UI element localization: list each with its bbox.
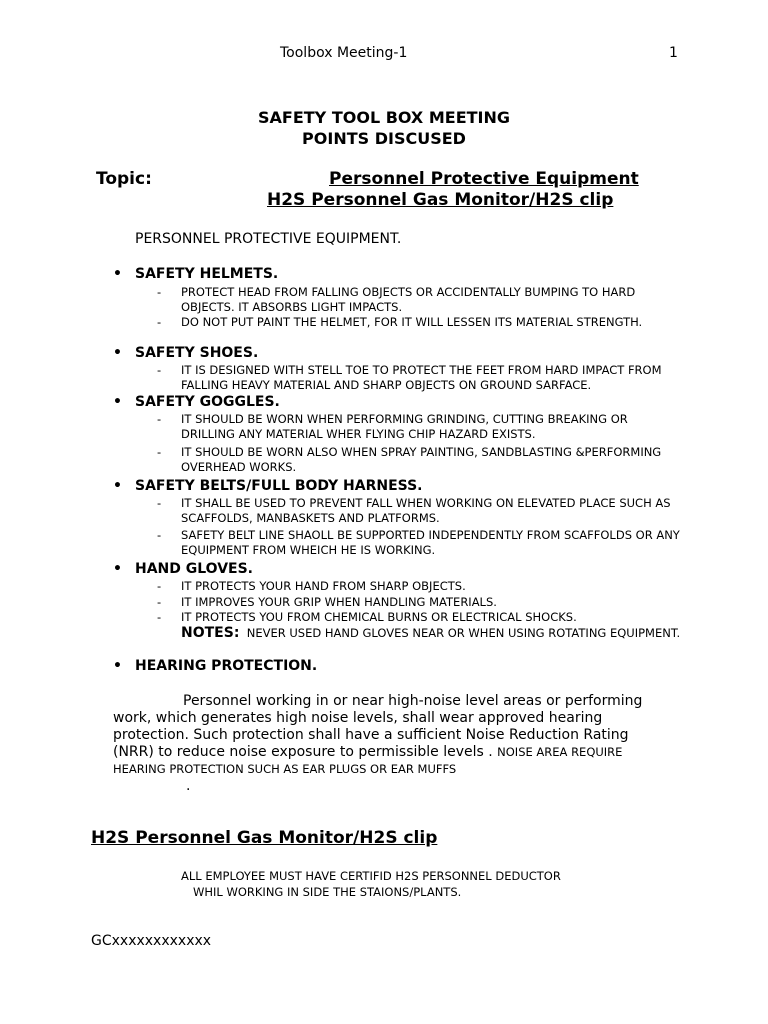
dash-icon: -: [157, 412, 162, 426]
item-heading: SAFETY GOGGLES.: [135, 394, 280, 410]
notes-label: NOTES:: [181, 625, 240, 641]
page-header-title: Toolbox Meeting-1: [280, 45, 408, 61]
sub-point-text: SAFETY BELT LINE SHAOLL BE SUPPORTED INDEPENDENTLY FROM SCAFFOLDS OR ANY EQUIPMENT FROM WHEICH HE IS WORKING.: [181, 528, 680, 557]
bullet-icon: •: [113, 345, 122, 361]
bullet-icon: •: [113, 394, 122, 410]
bullet-icon: •: [113, 266, 122, 282]
dash-icon: -: [157, 285, 162, 299]
sub-point-text: IT PROTECTS YOU FROM CHEMICAL BURNS OR ELECTRICAL SHOCKS.: [181, 610, 577, 624]
section-title: PERSONNEL PROTECTIVE EQUIPMENT.: [135, 231, 402, 247]
sub-point-text: DO NOT PUT PAINT THE HELMET, FOR IT WILL LESSEN ITS MATERIAL STRENGTH.: [181, 315, 643, 329]
hearing-paragraph: [113, 693, 668, 778]
dash-icon: -: [157, 610, 162, 624]
document-title: SAFETY TOOL BOX MEETING: [257, 108, 511, 127]
bullet-icon: •: [113, 478, 122, 494]
sub-point-text: IT IS DESIGNED WITH STELL TOE TO PROTECT THE FEET FROM HARD IMPACT FROM FALLING HEAVY MATERIAL AND SHARP OBJECTS ON GROUND SARFACE.: [181, 363, 662, 392]
dash-icon: -: [157, 496, 162, 510]
item-heading: SAFETY BELTS/FULL BODY HARNESS.: [135, 478, 423, 494]
h2s-line-2: WHIL WORKING IN SIDE THE STAIONS/PLANTS.: [193, 885, 462, 899]
item-heading: SAFETY SHOES.: [135, 345, 259, 361]
topic-line-2: H2S Personnel Gas Monitor/H2S clip: [267, 190, 614, 210]
bullet-icon: •: [113, 658, 122, 674]
h2s-line-1: ALL EMPLOYEE MUST HAVE CERTIFID H2S PERSONNEL DEDUCTOR: [181, 869, 561, 883]
item-heading: HEARING PROTECTION.: [135, 658, 318, 674]
hearing-paragraph-main: Personnel working in or near high-noise level areas or performing work, which generates high noise levels, shall wear approved hearing protection. Such protection shall have a sufficient Noise Reduction Rating (NRR) to reduce noise exposure to permissible levels .: [113, 693, 643, 760]
dash-icon: -: [157, 363, 162, 377]
notes: [181, 626, 681, 641]
h2s-heading: H2S Personnel Gas Monitor/H2S clip: [91, 828, 438, 848]
hearing-paragraph-tail: NOISE AREA REQUIRE HEARING PROTECTION SUCH AS EAR PLUGS OR EAR MUFFS: [113, 745, 623, 776]
document-subtitle: POINTS DISCUSED: [302, 129, 466, 148]
topic-label: Topic:: [96, 169, 152, 189]
sub-point-text: IT PROTECTS YOUR HAND FROM SHARP OBJECTS.: [181, 579, 466, 593]
bullet-icon: •: [113, 561, 122, 577]
notes-text: NEVER USED HAND GLOVES NEAR OR WHEN USING ROTATING EQUIPMENT.: [246, 626, 681, 640]
sub-point-text: IT SHOULD BE WORN WHEN PERFORMING GRINDING, CUTTING BREAKING OR DRILLING ANY MATERIAL WHER FLYING CHIP HAZARD EXISTS.: [181, 412, 628, 441]
dash-icon: -: [157, 445, 162, 459]
item-heading: SAFETY HELMETS.: [135, 266, 279, 282]
sub-point-text: IT IMPROVES YOUR GRIP WHEN HANDLING MATERIALS.: [181, 595, 497, 609]
sub-point-text: PROTECT HEAD FROM FALLING OBJECTS OR ACCIDENTALLY BUMPING TO HARD OBJECTS. IT ABSORBS LIGHT IMPACTS.: [181, 285, 636, 314]
sub-point-text: IT SHOULD BE WORN ALSO WHEN SPRAY PAINTING, SANDBLASTING &PERFORMING OVERHEAD WORKS.: [181, 445, 662, 474]
dash-icon: -: [157, 528, 162, 542]
item-heading: HAND GLOVES.: [135, 561, 254, 577]
topic-line-1: Personnel Protective Equipment: [329, 169, 639, 189]
sub-point-text: IT SHALL BE USED TO PREVENT FALL WHEN WORKING ON ELEVATED PLACE SUCH AS SCAFFOLDS, MANBASKETS AND PLATFORMS.: [181, 496, 671, 525]
stray-dot: .: [186, 778, 191, 794]
dash-icon: -: [157, 579, 162, 593]
page-number: 1: [669, 45, 678, 61]
dash-icon: -: [157, 315, 162, 329]
h2s-text: [181, 868, 561, 900]
footer-code: GCxxxxxxxxxxxx: [91, 933, 212, 949]
dash-icon: -: [157, 595, 162, 609]
